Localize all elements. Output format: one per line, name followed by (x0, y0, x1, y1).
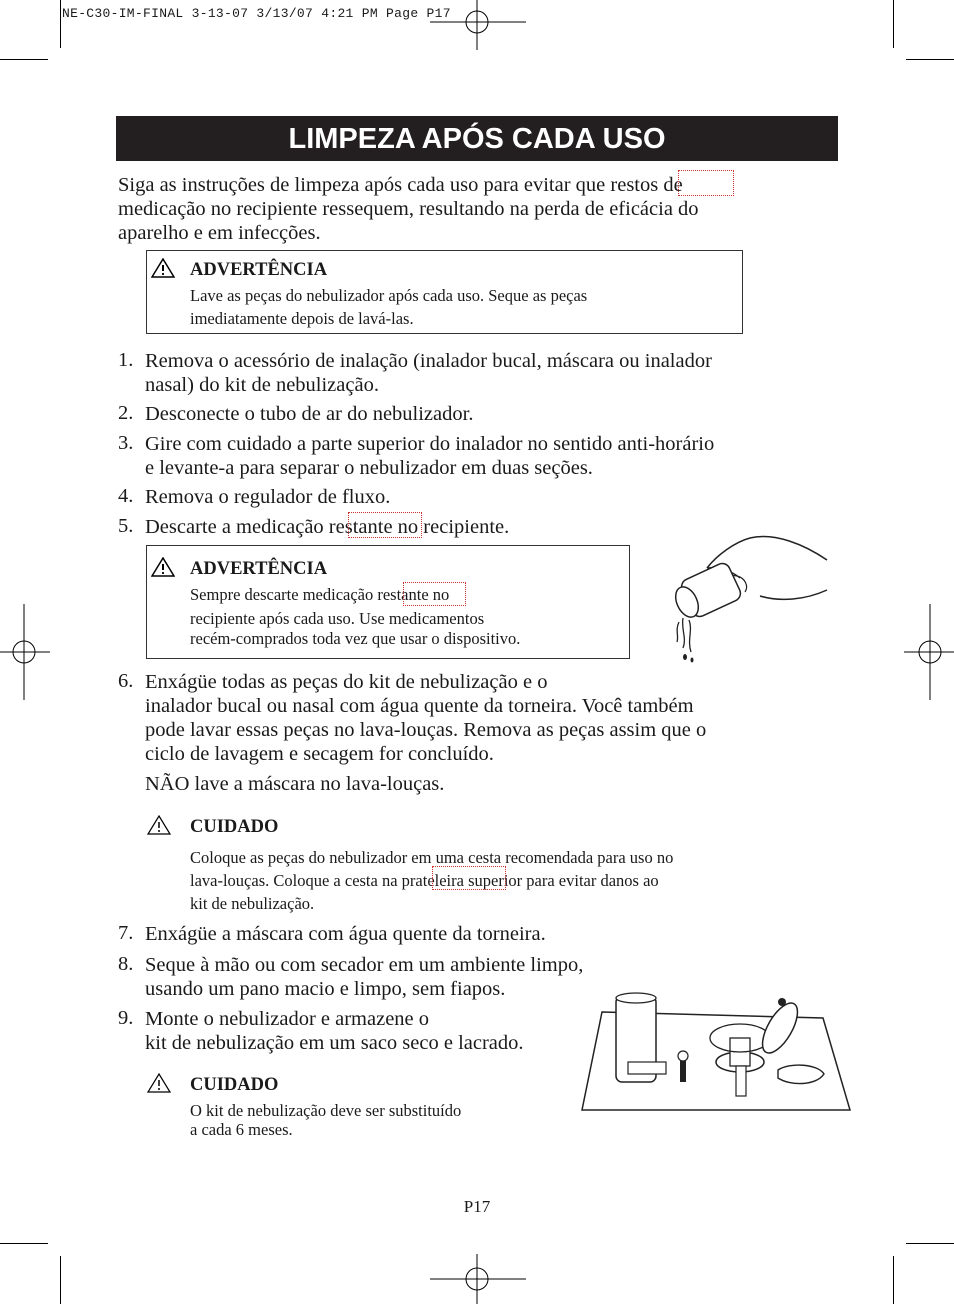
step-text: Enxágüe a máscara com água quente da torneira. (145, 923, 546, 945)
warning-triangle-icon (151, 258, 175, 278)
step-text: Seque à mão ou com secador em um ambiente limpo, usando um pano macio e limpo, sem fiapos. (145, 954, 584, 1000)
caution-title: CUIDADO (190, 1075, 279, 1095)
step-note: NÃO lave a máscara no lava-louças. (145, 773, 445, 795)
caution-text: O kit de nebulização deve ser substituído a cada 6 meses. (190, 1101, 462, 1139)
step-text: Desconecte o tubo de ar do nebulizador. (145, 403, 474, 425)
intro-line: aparelho e em infecções. (118, 222, 321, 244)
parts-drying-illustration (580, 992, 855, 1114)
registration-mark-right (904, 604, 954, 700)
step-text: Remova o regulador de fluxo. (145, 486, 391, 508)
warning-triangle-icon (151, 557, 175, 577)
step-number: 2. (118, 402, 134, 424)
caution-triangle-icon (147, 1073, 171, 1093)
step-text: Enxágüe todas as peças do kit de nebulização e o inalador bucal ou nasal com água quente da torneira. Você também pode lavar essas peças no lava-louças. Remova as peças assim que o ciclo de lavagem e secagem for concluído. NÃO lave a máscara no lava-louças. (145, 670, 835, 796)
intro-line: Siga as instruções de limpeza após cada uso para evitar que restos de (118, 174, 683, 196)
step-number: 7. (118, 922, 134, 944)
caution-text: Coloque as peças do nebulizador em uma cesta recomendada para uso no lava-louças. Coloque a cesta na prateleira superior para evitar danos ao kit de nebulização. (190, 848, 674, 913)
highlight-marker (348, 512, 422, 538)
step-number: 1. (118, 349, 134, 371)
print-slug: NE-C30-IM-FINAL 3-13-07 3/13/07 4:21 PM Page P17 (62, 6, 451, 21)
step-number: 4. (118, 485, 134, 507)
pouring-medication-illustration (665, 530, 835, 665)
registration-mark-left (0, 604, 50, 700)
step-number: 6. (118, 670, 134, 692)
step-text: Monte o nebulizador e armazene o kit de nebulização em um saco seco e lacrado. (145, 1008, 524, 1054)
intro-line: medicação no recipiente ressequem, resultando na perda de eficácia do (118, 198, 699, 220)
step-number: 5. (118, 515, 134, 537)
page-number: P17 (463, 1197, 491, 1216)
warning-title: ADVERTÊNCIA (190, 260, 328, 280)
warning-text: Sempre descarte medicação restante no recipiente após cada uso. Use medicamentos recém-comprados toda vez que usar o dispositivo. (190, 585, 521, 648)
warning-title: ADVERTÊNCIA (190, 559, 328, 579)
step-text: Remova o acessório de inalação (inalador bucal, máscara ou inalador nasal) do kit de nebulização. (145, 350, 712, 396)
step-number: 8. (118, 953, 134, 975)
step-number: 9. (118, 1007, 134, 1029)
highlight-marker (403, 582, 466, 606)
caution-triangle-icon (147, 815, 171, 835)
page-title: LIMPEZA APÓS CADA USO (288, 123, 666, 155)
highlight-marker (678, 170, 734, 196)
registration-mark-bottom (430, 1254, 526, 1304)
warning-text: Lave as peças do nebulizador após cada uso. Seque as peças imediatamente depois de lavá-las. (190, 286, 588, 328)
highlight-marker (432, 866, 506, 890)
step-number: 3. (118, 432, 134, 454)
caution-title: CUIDADO (190, 817, 279, 837)
step-text: Gire com cuidado a parte superior do inalador no sentido anti-horário e levante-a para separar o nebulizador em duas seções. (145, 433, 715, 479)
step-text: Descarte a medicação restante no recipiente. (145, 516, 510, 538)
